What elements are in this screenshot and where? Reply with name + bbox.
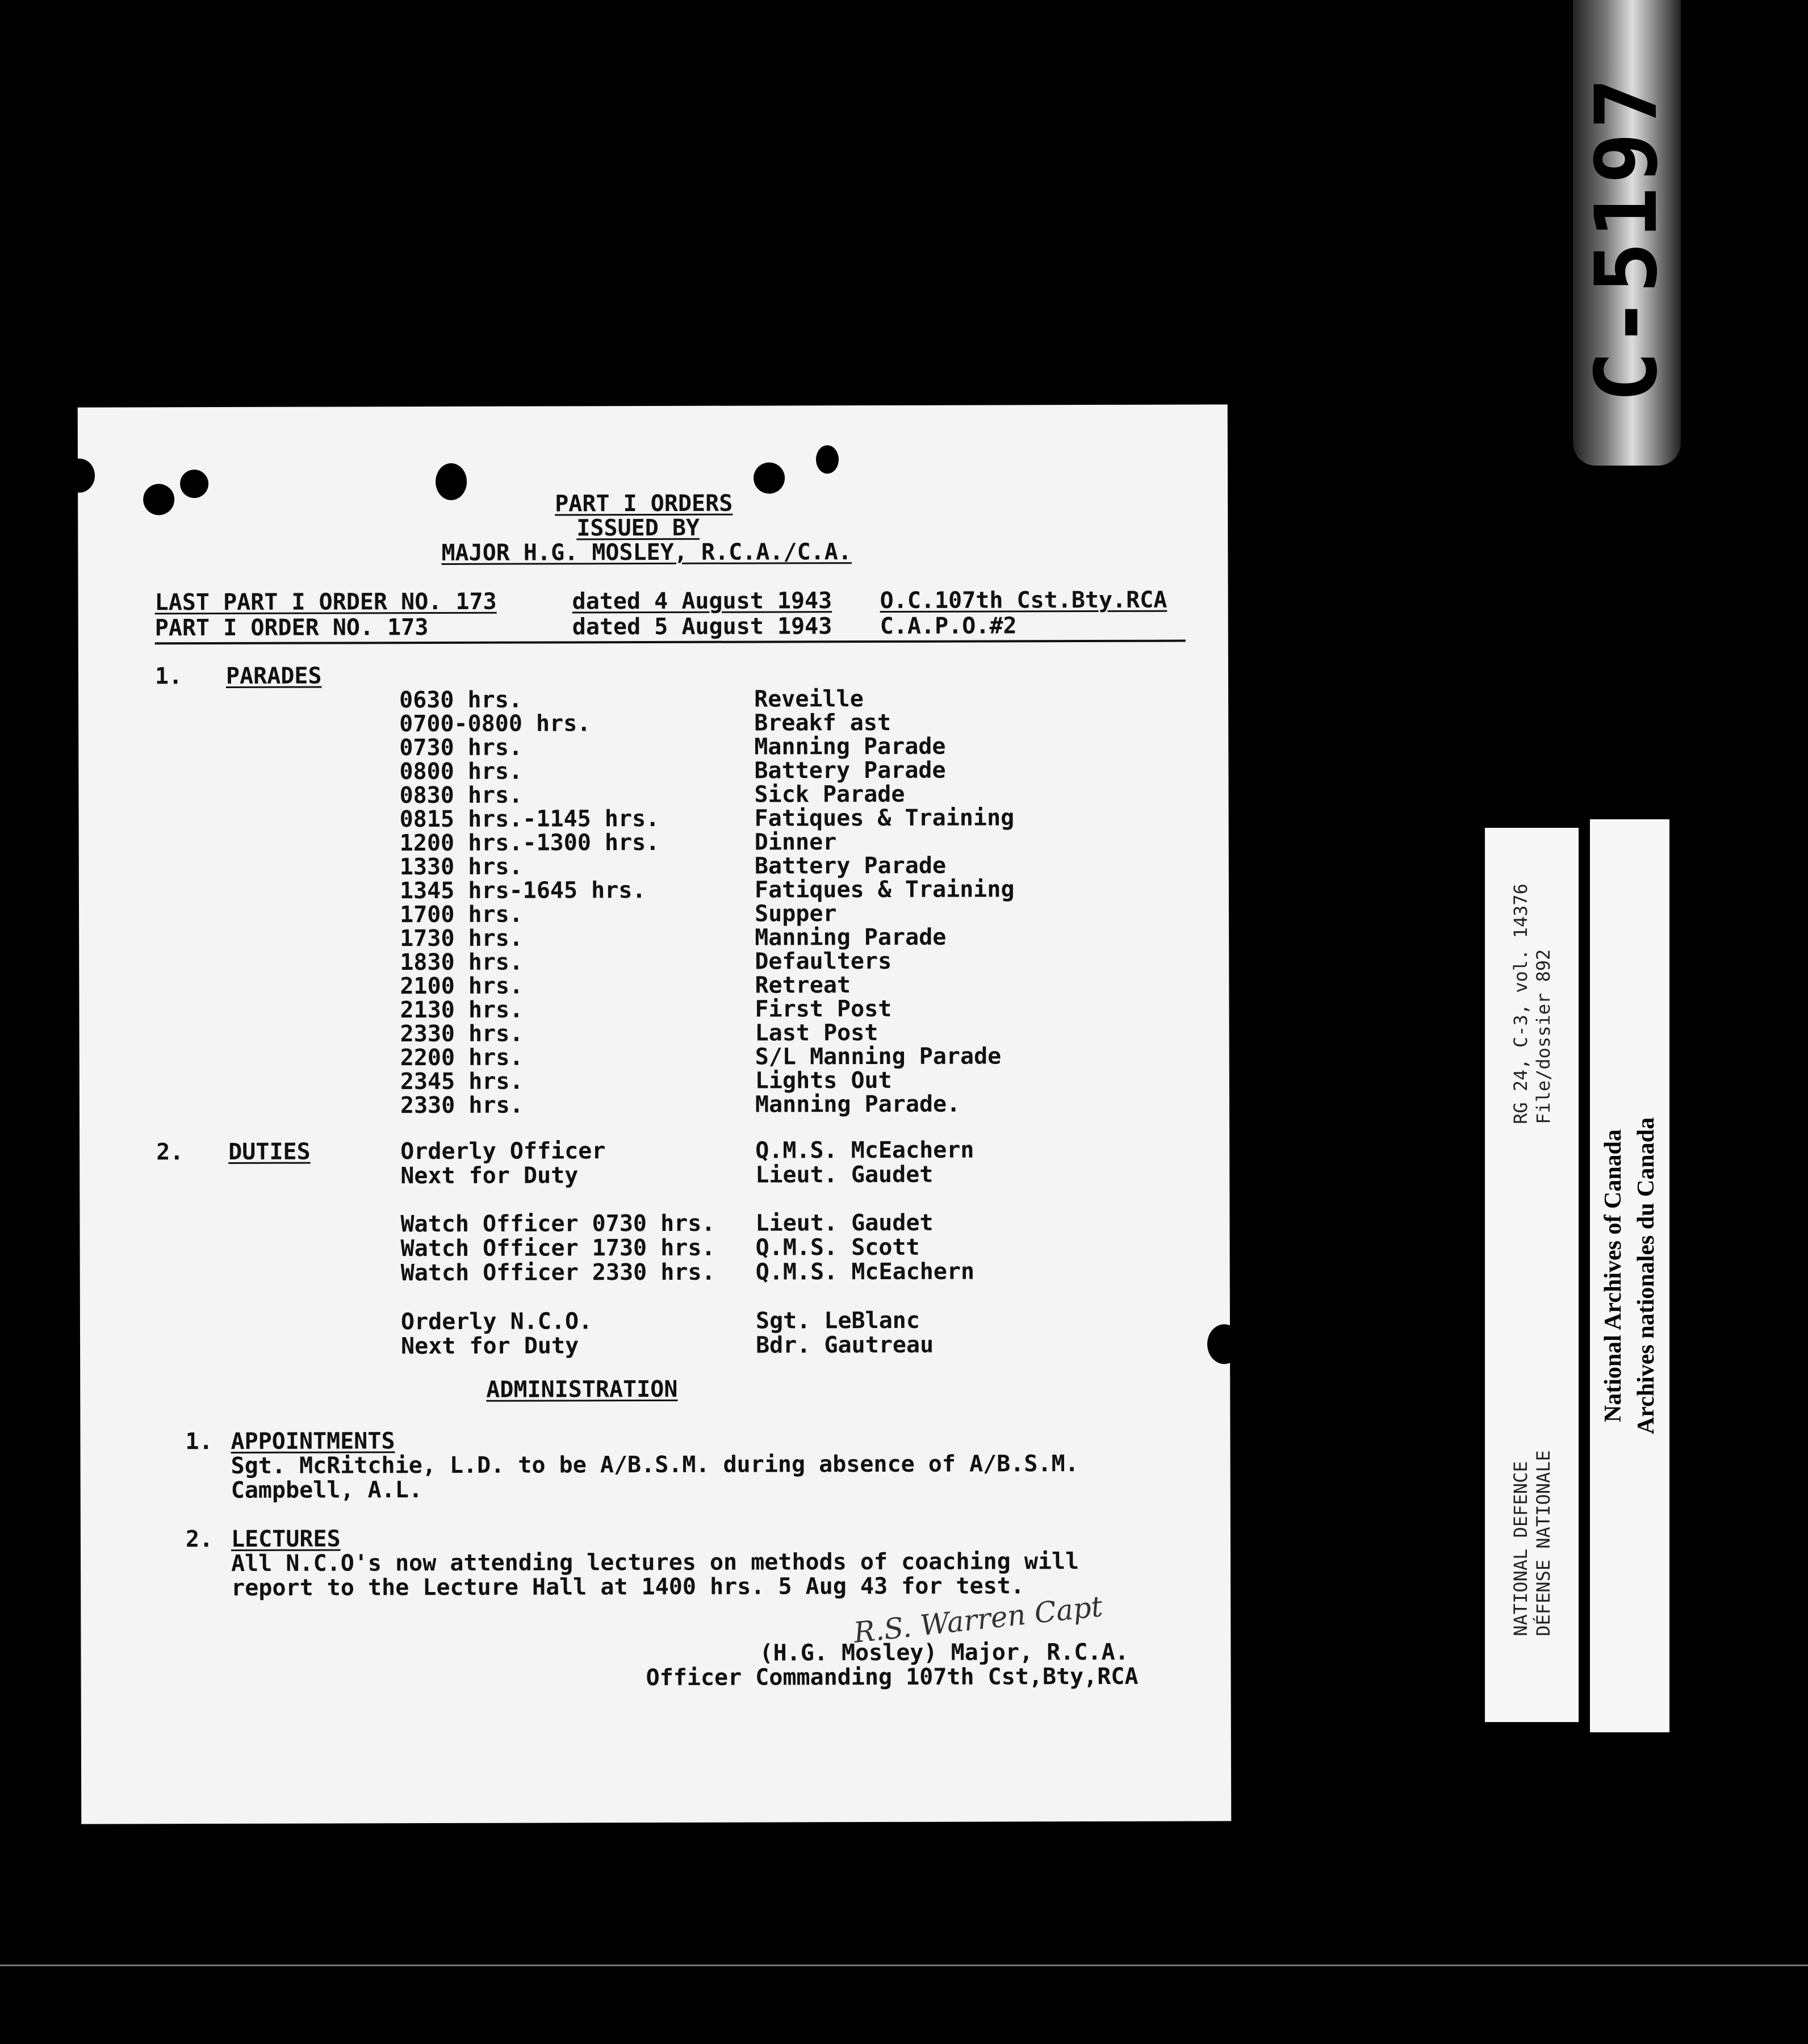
punch-hole bbox=[816, 445, 839, 474]
appointments-line-1: Sgt. McRitchie, L.D. to be A/B.S.M. during absence of A/B.S.M. bbox=[231, 1451, 1079, 1479]
reference-line-2: File/dossier 892 bbox=[1532, 949, 1554, 1124]
parade-time: 1345 hrs-1645 hrs. bbox=[399, 877, 646, 904]
appointments-title: APPOINTMENTS bbox=[231, 1428, 395, 1455]
duty-role: Orderly N.C.O. bbox=[400, 1308, 593, 1335]
parade-event: Fatiques & Training bbox=[754, 876, 1015, 903]
parade-event: Supper bbox=[755, 900, 837, 927]
torn-corner bbox=[1207, 1324, 1241, 1364]
appointments-number: 1. bbox=[185, 1429, 213, 1455]
punch-hole bbox=[436, 463, 467, 500]
parade-event: Lights Out bbox=[755, 1067, 892, 1094]
duty-person: Lieut. Gaudet bbox=[755, 1209, 934, 1237]
document-page bbox=[78, 404, 1232, 1824]
duties-title: DUTIES bbox=[228, 1138, 311, 1165]
parade-time: 2330 hrs. bbox=[400, 1092, 524, 1119]
handwritten-signature: R.S. Warren Capt bbox=[852, 1590, 1104, 1649]
punch-hole bbox=[754, 462, 785, 493]
lectures-number: 2. bbox=[185, 1526, 214, 1553]
parade-event: Dinner bbox=[754, 829, 837, 856]
parades-title: PARADES bbox=[225, 663, 322, 689]
administration-title: ADMINISTRATION bbox=[486, 1376, 678, 1403]
appointments-line-2: Campbell, A.L. bbox=[231, 1477, 422, 1503]
punch-hole bbox=[180, 470, 208, 498]
frame-number-text: C-5197 bbox=[1577, 74, 1677, 403]
parade-event: Sick Parade bbox=[754, 781, 905, 808]
archives-label-english: National Archives of Canada bbox=[1600, 1129, 1626, 1423]
last-order-label: LAST PART I ORDER NO. 173 bbox=[154, 588, 497, 616]
parades-number: 1. bbox=[154, 663, 183, 690]
duty-person: Q.M.S. Scott bbox=[755, 1234, 920, 1261]
lectures-title: LECTURES bbox=[231, 1526, 341, 1552]
heading-title: PART I ORDERS bbox=[555, 490, 733, 517]
parade-time: 2345 hrs. bbox=[400, 1068, 524, 1095]
parade-time: 0730 hrs. bbox=[399, 734, 523, 761]
parade-time: 0815 hrs.-1145 hrs. bbox=[399, 805, 660, 833]
parade-time: 2130 hrs. bbox=[400, 996, 524, 1024]
duty-role: Next for Duty bbox=[401, 1333, 579, 1360]
reference-line-1: RG 24, C-3, vol. 14376 bbox=[1509, 883, 1531, 1124]
punch-hole bbox=[143, 484, 174, 515]
parade-event: Battery Parade bbox=[754, 852, 947, 879]
parade-time: 1730 hrs. bbox=[400, 925, 523, 952]
last-order-unit: O.C.107th Cst.Bty.RCA bbox=[880, 587, 1167, 614]
parade-event: Manning Parade bbox=[755, 924, 947, 951]
reference-line-3: NATIONAL DEFENCE bbox=[1509, 1461, 1531, 1636]
parade-time: 2330 hrs. bbox=[400, 1020, 524, 1048]
parade-event: First Post bbox=[755, 995, 892, 1023]
parade-event: Breakf ast bbox=[754, 709, 892, 736]
parade-event: Defaulters bbox=[755, 948, 892, 975]
frame-number bbox=[1573, 74, 1681, 403]
parade-event: Manning Parade bbox=[754, 733, 946, 760]
frame-number-strip bbox=[1573, 0, 1681, 466]
reference-line-4: DÉFENSE NATIONALE bbox=[1532, 1450, 1554, 1636]
duty-role: Watch Officer 0730 hrs. bbox=[400, 1210, 715, 1238]
parade-time: 1830 hrs. bbox=[400, 949, 524, 976]
duty-person: Q.M.S. McEachern bbox=[755, 1258, 975, 1285]
film-edge-line bbox=[0, 1965, 1808, 1966]
duty-role: Watch Officer 2330 hrs. bbox=[400, 1259, 715, 1287]
duty-role: Orderly Officer bbox=[400, 1138, 606, 1165]
last-order-date: dated 4 August 1943 bbox=[572, 588, 832, 615]
archives-label-french: Archives nationales du Canada bbox=[1633, 1117, 1659, 1435]
parade-time: 0700-0800 hrs. bbox=[399, 710, 591, 738]
parade-event: Fatiques & Training bbox=[754, 805, 1015, 832]
duty-person: Lieut. Gaudet bbox=[755, 1161, 934, 1188]
parade-event: Retreat bbox=[755, 972, 851, 999]
lectures-line-2: report to the Lecture Hall at 1400 hrs. 5 Aug 43 for test. bbox=[231, 1573, 1025, 1601]
parade-time: 0630 hrs. bbox=[399, 686, 522, 714]
duty-person: Sgt. LeBlanc bbox=[755, 1307, 920, 1334]
heading-officer: MAJOR H.G. MOSLEY, R.C.A./C.A. bbox=[441, 539, 852, 566]
parade-event: Battery Parade bbox=[754, 757, 946, 784]
parade-time: 0800 hrs. bbox=[399, 758, 523, 785]
duties-number: 2. bbox=[156, 1139, 184, 1166]
parade-event: Reveille bbox=[754, 686, 864, 713]
duty-role: Next for Duty bbox=[400, 1162, 579, 1189]
parade-time: 1330 hrs. bbox=[399, 853, 523, 881]
current-order-label: PART I ORDER NO. 173 bbox=[154, 614, 429, 642]
archives-label bbox=[1590, 819, 1669, 1732]
signatory-name: (H.G. Mosley) Major, R.C.A. bbox=[759, 1639, 1129, 1666]
signatory-title: Officer Commanding 107th Cst,Bty,RCA bbox=[646, 1663, 1139, 1691]
reference-label bbox=[1485, 828, 1579, 1722]
parade-event: Last Post bbox=[755, 1019, 878, 1046]
parade-event: S/L Manning Parade bbox=[755, 1043, 1002, 1070]
duty-person: Bdr. Gautreau bbox=[756, 1331, 934, 1359]
lectures-line-1: All N.C.O's now attending lectures on methods of coaching will bbox=[231, 1548, 1079, 1577]
parade-event: Manning Parade. bbox=[755, 1091, 961, 1118]
parade-time: 2100 hrs. bbox=[400, 973, 524, 1000]
duty-role: Watch Officer 1730 hrs. bbox=[400, 1234, 715, 1262]
duty-person: Q.M.S. McEachern bbox=[755, 1137, 974, 1164]
parade-time: 2200 hrs. bbox=[400, 1044, 524, 1071]
parade-time: 0830 hrs. bbox=[399, 782, 523, 809]
current-order-unit: C.A.P.O.#2 bbox=[880, 613, 1017, 639]
punch-hole bbox=[64, 459, 95, 493]
current-order-date: dated 5 August 1943 bbox=[572, 613, 832, 640]
heading-issued-by: ISSUED BY bbox=[576, 514, 700, 542]
parade-time: 1700 hrs. bbox=[400, 901, 523, 928]
parade-time: 1200 hrs.-1300 hrs. bbox=[399, 829, 660, 857]
